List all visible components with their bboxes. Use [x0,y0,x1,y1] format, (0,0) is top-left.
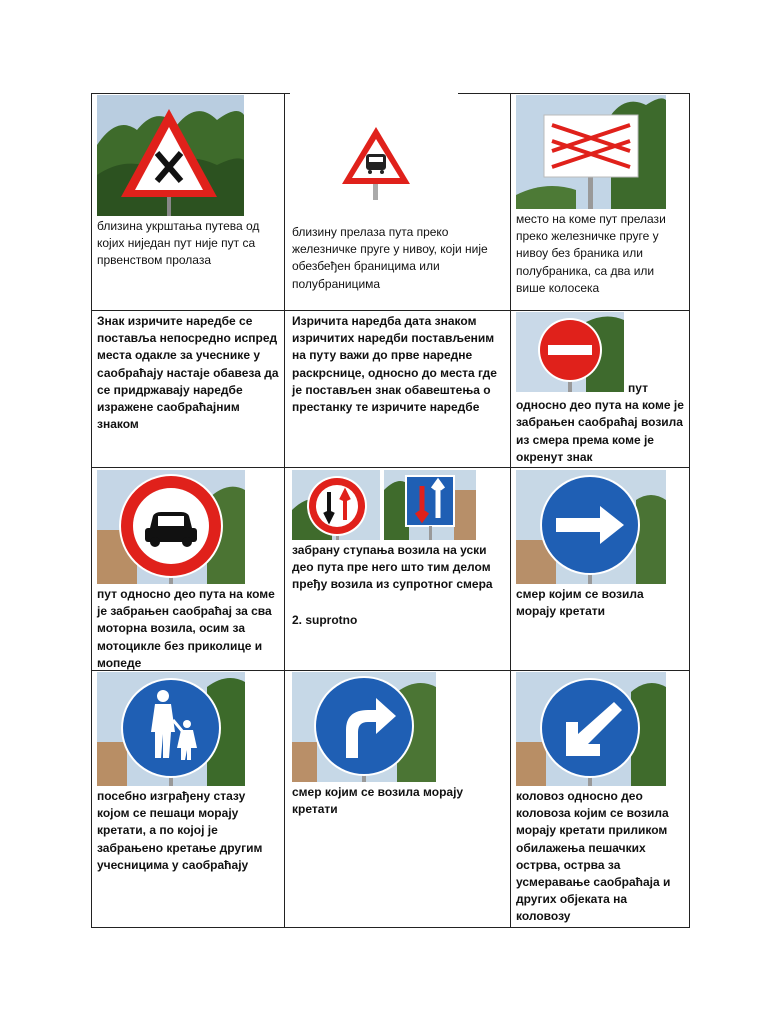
cell-text-r4c2: смер којим се возила морају кретати [292,785,464,817]
table-border-left [91,93,92,928]
cell-text-r3c1: пут односно део пута на коме је забрањен саобраћај за сва моторна возила, осим за мотоцикле без приколице и мопеде [97,587,275,670]
keep-left-down-icon [516,672,666,786]
no-motor-vehicles-icon [97,470,245,584]
priority-oncoming-icon [292,470,380,540]
cell-text-r3c2: забрану ступања возила на уски део пута пре него што тим делом пређу возила из супротног смера [292,543,493,592]
cell-text-r3c3: смер којим се возила морају кретати [516,587,644,619]
table-border-bottom [91,927,690,928]
cell-text-r2c1: Знак изричите наредбе се поставља непосредно испред места одакле за учеснике у саобраћају настаје обавеза да се придржавају наредбе изражене саобраћајним знаком [97,314,279,432]
turn-right-icon [292,672,436,782]
cell-text-r2c3: пут односно део пута на коме је забрањен саобраћај возила из смера према коме је окренут знак [516,381,684,464]
table-border-row2 [91,467,690,468]
table-border-row1 [91,310,690,311]
cell-text-r4c3: коловоз односно део коловоза којим се возила морају кретати приликом обилажења пешачких острва, острва за усмеравање саобраћаја и других објеката на коловозу [516,789,671,924]
cell-text-r4c1: посебно изграђену стазу којом се пешаци морају кретати, а по којој је забрањено кретање другим учесницима у саобраћају [97,789,263,872]
mandatory-right-icon [516,470,666,584]
table-border-top-mid [458,93,690,94]
crossroads-warning-icon [97,95,244,216]
cell-note-r3c2: 2. suprotno [292,613,358,627]
cell-text-r1c1: близина укрштања путева од којих ниједан пут није пут са првенством пролаза [97,219,260,268]
footpath-icon [97,672,245,786]
cell-text-r1c3: место на коме пут прелази преко железничке пруге у нивоу без браника или полубраника, са два или више колосека [516,212,666,295]
table-border-col2 [510,93,511,928]
table-border-top-left [91,93,290,94]
table-border-col1 [284,93,285,928]
cell-text-r2c2: Изричита наредба дата знаком изричитих наредби постављеним на путу важи до прве наредне раскрснице, односно до места где је постављен знак обавештења о престанку те изричите наредбе [292,314,497,415]
table-border-right [689,93,690,928]
railway-crossing-warning-icon [338,124,414,200]
cell-text-r1c2: близину прелаза пута преко железничке пруге у нивоу, који није обезбеђен браницима или полубраницима [292,225,488,291]
priority-over-oncoming-icon [384,470,476,540]
multi-track-railway-icon [516,95,666,209]
